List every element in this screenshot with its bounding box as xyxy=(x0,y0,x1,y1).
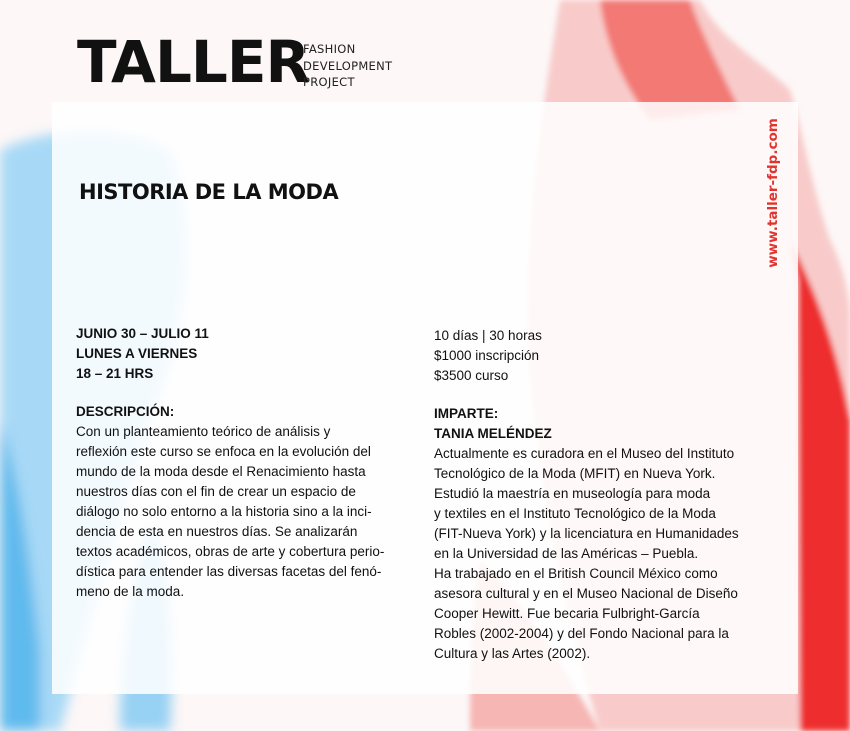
description-line: textos académicos, obras de arte y cobertura perio- xyxy=(76,544,385,559)
instructor-bio-line: en la Universidad de las Américas – Puebla. xyxy=(434,546,699,561)
right-column xyxy=(434,326,774,664)
description-line: nuestros días con el fin de crear un espacio de xyxy=(76,484,356,499)
pricing-duration: 10 días | 30 horas xyxy=(434,328,542,343)
instructor-bio-line: Estudió la maestría en museología para moda xyxy=(434,486,711,501)
logo-wordmark: TALLER xyxy=(77,28,310,96)
course-title: HISTORIA DE LA MODA xyxy=(79,180,339,204)
description-line: dencia de esta en nuestros días. Se analizarán xyxy=(76,524,358,539)
pricing-registration: $1000 inscripción xyxy=(434,348,540,363)
schedule-dates: JUNIO 30 – JULIO 11 xyxy=(76,326,209,341)
schedule-days: LUNES A VIERNES xyxy=(76,346,198,361)
instructor-bio-line: asesora cultural y en el Museo Nacional de Diseño xyxy=(434,586,738,601)
description-line: reflexión este curso se enfoca en la evolución del xyxy=(76,444,371,459)
instructor-bio-line: Cultura y las Artes (2002). xyxy=(434,646,591,661)
description-line: dística para entender las diversas facetas del fenó- xyxy=(76,564,382,579)
description-heading: DESCRIPCIÓN: xyxy=(76,404,175,419)
logo-subtitle-line: FASHION xyxy=(303,42,356,56)
left-column xyxy=(76,324,406,602)
pricing-course: $3500 curso xyxy=(434,368,509,383)
instructor-bio-line: Ha trabajado en el British Council México como xyxy=(434,566,718,581)
instructor-bio-line: Cooper Hewitt. Fue becaria Fulbright-García xyxy=(434,606,700,621)
logo-subtitle-line: PROJECT xyxy=(303,75,355,89)
website-url[interactable] xyxy=(760,120,780,270)
instructor-bio-line: (FIT-Nueva York) y la licenciatura en Humanidades xyxy=(434,526,739,541)
logo-subtitle xyxy=(303,41,392,91)
website-url-text[interactable]: www.taller-fdp.com xyxy=(765,118,781,268)
instructor-bio-line: Robles (2002-2004) y del Fondo Nacional para la xyxy=(434,626,729,641)
instructor-bio-line: y textiles en el Instituto Tecnológico de la Moda xyxy=(434,506,716,521)
description-line: meno de la moda. xyxy=(76,584,185,599)
description-line: Con un planteamiento teórico de análisis y xyxy=(76,424,331,439)
schedule-hours: 18 – 21 HRS xyxy=(76,366,154,381)
instructor-heading: IMPARTE: xyxy=(434,406,499,421)
description-line: mundo de la moda desde el Renacimiento hasta xyxy=(76,464,366,479)
instructor-bio-line: Tecnológico de la Moda (MFIT) en Nueva York. xyxy=(434,466,716,481)
instructor-bio-line: Actualmente es curadora en el Museo del Instituto xyxy=(434,446,735,461)
logo-subtitle-line: DEVELOPMENT xyxy=(303,58,393,73)
instructor-name: TANIA MELÉNDEZ xyxy=(434,426,552,441)
description-line: diálogo no solo entorno a la historia sino a la inci- xyxy=(76,504,372,519)
